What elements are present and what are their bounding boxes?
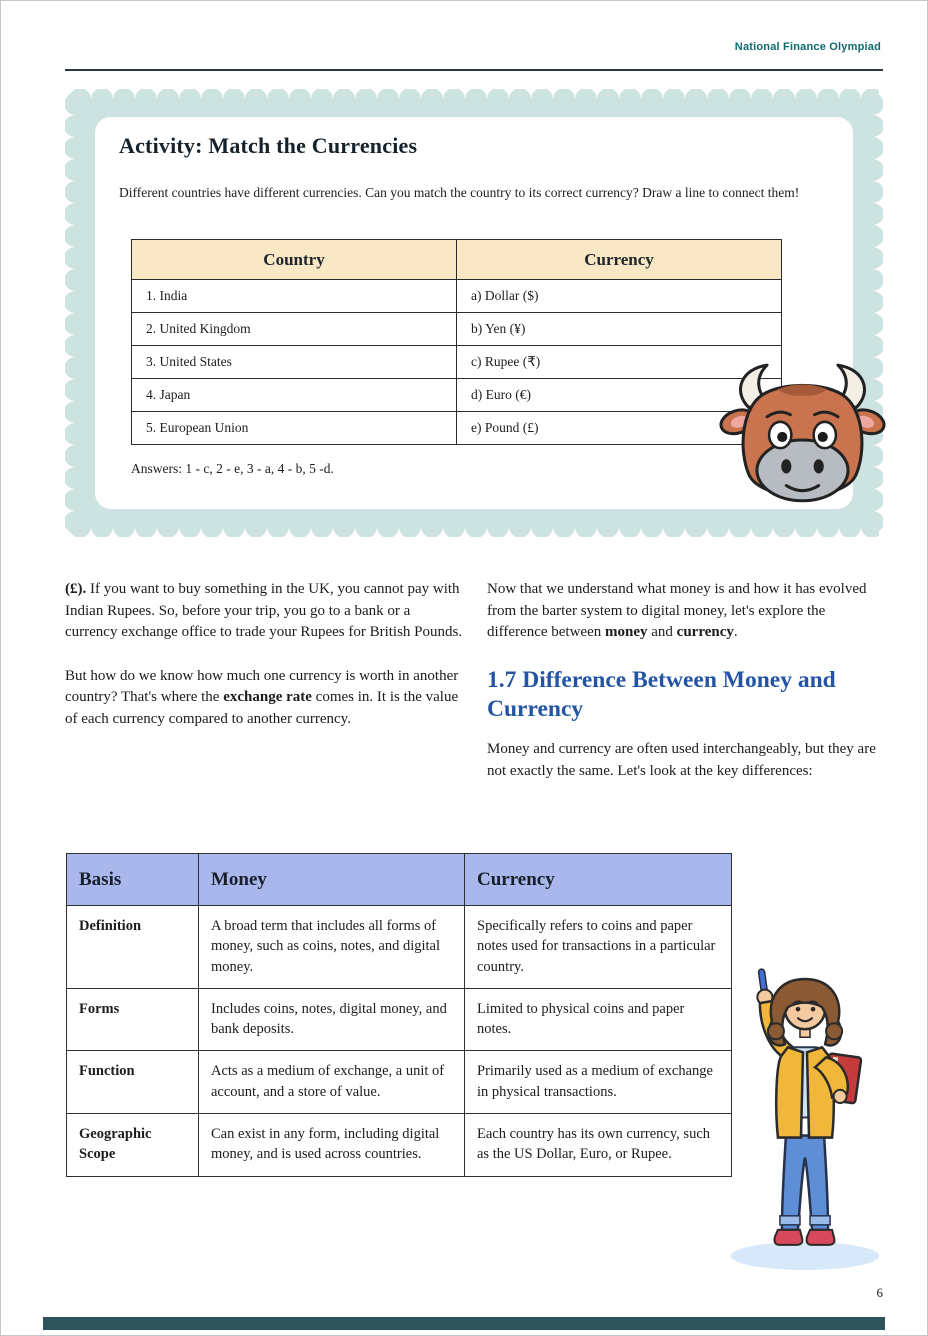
country-cell: 4. Japan bbox=[132, 379, 457, 412]
bold-exchange-rate: exchange rate bbox=[223, 689, 312, 706]
money-cell: A broad term that includes all forms of money, such as coins, notes, and digital money. bbox=[199, 906, 465, 989]
footer-bar bbox=[43, 1317, 885, 1330]
money-cell: Acts as a medium of exchange, a unit of account, and a store of value. bbox=[199, 1051, 465, 1114]
bold-money: money bbox=[605, 624, 648, 641]
paragraph-pounds: (£). If you want to buy something in the UK, you cannot pay with Indian Rupees. So, before your trip, you go to a bank or a currency exchange office to trade your Rupees for British Pounds. bbox=[65, 581, 463, 641]
teacher-illustration bbox=[709, 959, 901, 1275]
table-row bbox=[132, 346, 782, 379]
column-header-currency: Currency bbox=[465, 854, 732, 906]
country-cell: 5. European Union bbox=[132, 412, 457, 445]
column-header-country: Country bbox=[132, 240, 457, 280]
basis-cell: Forms bbox=[67, 988, 199, 1051]
basis-cell: Geographic Scope bbox=[67, 1114, 199, 1177]
currency-cell: Limited to physical coins and paper notes. bbox=[465, 988, 732, 1051]
table-row bbox=[132, 280, 782, 313]
cow-icon bbox=[715, 357, 890, 519]
bold-pound-symbol: (£). bbox=[65, 581, 87, 597]
money-currency-comparison-table bbox=[66, 853, 732, 1177]
country-cell: 3. United States bbox=[132, 346, 457, 379]
left-text-column bbox=[65, 579, 465, 753]
column-header-currency: Currency bbox=[457, 240, 782, 280]
table-row bbox=[132, 313, 782, 346]
table-header-row bbox=[67, 854, 732, 906]
country-cell: 1. India bbox=[132, 280, 457, 313]
paragraph-exchange-rate: But how do we know how much one currency is worth in another country? That's where the exchange rate comes in. It is the value of each currency compared to another currency. bbox=[65, 667, 459, 727]
basis-cell: Function bbox=[67, 1051, 199, 1114]
stamp-scallop-bottom bbox=[69, 527, 879, 537]
column-header-basis: Basis bbox=[67, 854, 199, 906]
activity-intro: Different countries have different currencies. Can you match the country to its correct currency? Draw a line to connect them! bbox=[119, 185, 800, 200]
cow-mascot-illustration bbox=[715, 357, 890, 519]
section-heading-1-7: 1.7 Difference Between Money and Currency bbox=[487, 666, 836, 723]
teacher-icon bbox=[709, 959, 901, 1275]
activity-answers: Answers: 1 - c, 2 - e, 3 - a, 4 - b, 5 -d. bbox=[131, 461, 334, 476]
table-row-geographic-scope bbox=[67, 1114, 732, 1177]
country-cell: 2. United Kingdom bbox=[132, 313, 457, 346]
brand-text: National Finance Olympiad bbox=[734, 41, 881, 53]
table-row-definition bbox=[67, 906, 732, 989]
currency-cell: b) Yen (¥) bbox=[457, 313, 782, 346]
match-currencies-table bbox=[131, 239, 782, 445]
money-cell: Includes coins, notes, digital money, and bank deposits. bbox=[199, 988, 465, 1051]
currency-cell: e) Pound (£) bbox=[457, 412, 782, 445]
table-row-forms bbox=[67, 988, 732, 1051]
table-header-row bbox=[132, 240, 782, 280]
paragraph-money-vs-currency-intro: Now that we understand what money is and how it has evolved from the barter system to digital money, let's explore the difference between money and currency. bbox=[487, 581, 867, 641]
paragraph-differences-intro: Money and currency are often used interchangeably, but they are not exactly the same. Let's look at the key differences: bbox=[487, 741, 876, 779]
bold-currency: currency bbox=[676, 624, 734, 641]
right-text-column bbox=[487, 579, 883, 804]
currency-cell: a) Dollar ($) bbox=[457, 280, 782, 313]
money-cell: Can exist in any form, including digital money, and is used across countries. bbox=[199, 1114, 465, 1177]
page-number: 6 bbox=[876, 1285, 883, 1300]
activity-title: Activity: Match the Currencies bbox=[119, 133, 418, 158]
currency-cell: Each country has its own currency, such as the US Dollar, Euro, or Rupee. bbox=[465, 1114, 732, 1177]
currency-cell: Specifically refers to coins and paper notes used for transactions in a particular country. bbox=[465, 906, 732, 989]
currency-cell: d) Euro (€) bbox=[457, 379, 782, 412]
header-divider bbox=[65, 69, 883, 71]
table-row bbox=[132, 379, 782, 412]
basis-cell: Definition bbox=[67, 906, 199, 989]
table-row bbox=[132, 412, 782, 445]
currency-cell: Primarily used as a medium of exchange in physical transactions. bbox=[465, 1051, 732, 1114]
column-header-money: Money bbox=[199, 854, 465, 906]
table-row-function bbox=[67, 1051, 732, 1114]
currency-cell: c) Rupee (₹) bbox=[457, 346, 782, 379]
